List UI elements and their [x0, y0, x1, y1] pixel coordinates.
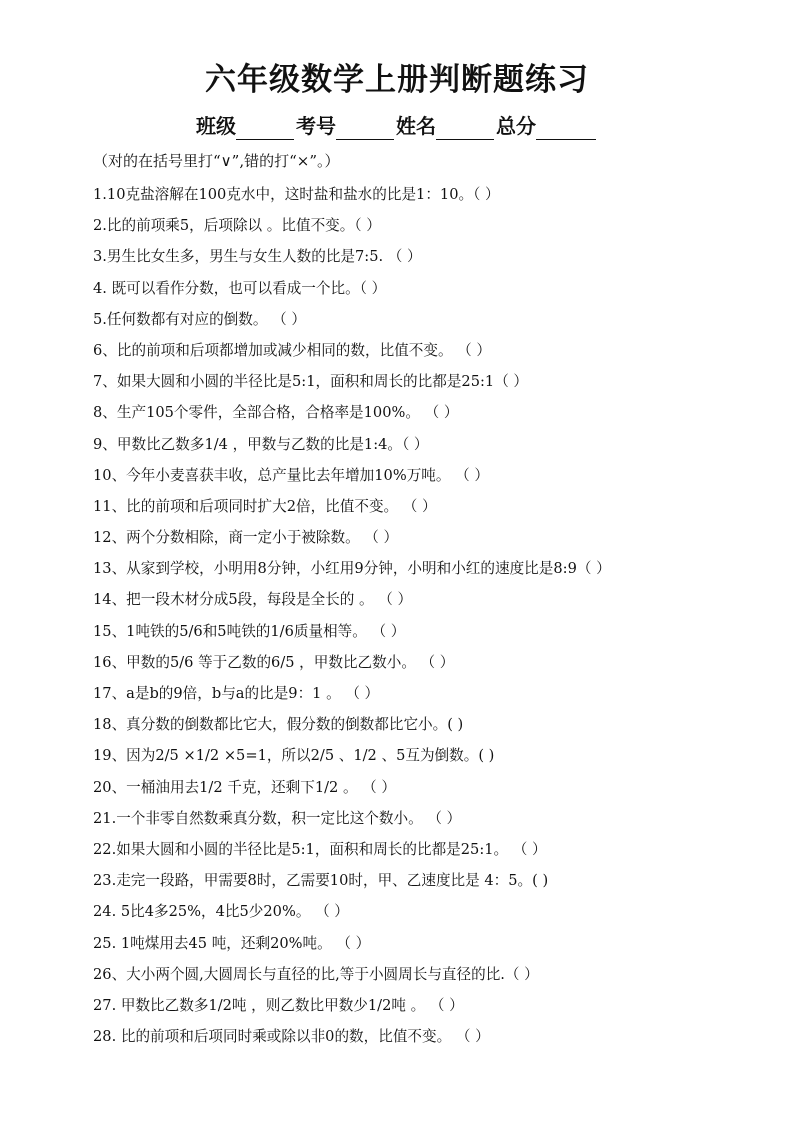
total-score-label: 总分 — [496, 114, 536, 138]
instruction-text: （对的在括号里打“∨”,错的打“×”。） — [93, 152, 340, 170]
question-item: 28. 比的前项和后项同时乘或除以非0的数，比值不变。 （ ） — [93, 1028, 490, 1046]
question-item: 6、比的前项和后项都增加或减少相同的数，比值不变。 （ ） — [93, 341, 492, 359]
question-item: 18、真分数的倒数都比它大，假分数的倒数都比它小。( ) — [93, 716, 464, 734]
question-item: 5.任何数都有对应的倒数。 （ ） — [93, 310, 306, 328]
exam-number-label: 考号 — [296, 114, 336, 138]
question-item: 14、把一段木材分成5段，每段是全长的 。 （ ） — [93, 591, 413, 609]
page-title: 六年级数学上册判断题练习 — [205, 62, 589, 98]
question-item: 9、甲数比乙数多1/4 ，甲数与乙数的比是1:4。（ ） — [93, 435, 429, 453]
class-blank — [236, 117, 294, 140]
exam-number-field — [296, 112, 396, 140]
question-item: 25. 1吨煤用去45 吨，还剩20%吨。 （ ） — [93, 934, 371, 952]
question-item: 13、从家到学校，小明用8分钟，小红用9分钟，小明和小红的速度比是8:9（ ） — [93, 560, 611, 578]
question-item: 7、如果大圆和小圆的半径比是5:1，面积和周长的比都是25:1（ ） — [93, 373, 529, 391]
question-item: 16、甲数的5/6 等于乙数的6/5 ，甲数比乙数小。 （ ） — [93, 653, 455, 671]
question-item: 26、大小两个圆,大圆周长与直径的比,等于小圆周长与直径的比.（ ） — [93, 965, 539, 983]
question-list — [93, 179, 773, 1052]
question-item: 3.男生比女生多，男生与女生人数的比是7:5. （ ） — [93, 248, 422, 266]
exam-number-blank — [336, 117, 394, 140]
question-item: 4. 既可以看作分数，也可以看成一个比。（ ） — [93, 279, 387, 297]
question-item: 19、因为2/5 ×1/2 ×5=1，所以2/5 、1/2 、5互为倒数。( ) — [93, 747, 495, 765]
question-item: 15、1吨铁的5/6和5吨铁的1/6质量相等。 （ ） — [93, 622, 406, 640]
total-score-blank — [536, 117, 596, 140]
class-field — [196, 112, 296, 140]
class-label: 班级 — [196, 114, 236, 138]
question-item: 27. 甲数比乙数多1/2吨 ，则乙数比甲数少1/2吨 。 （ ） — [93, 996, 464, 1014]
question-item: 23.走完一段路，甲需要8时，乙需要10时，甲、乙速度比是 4：5。( ) — [93, 872, 549, 890]
question-item: 11、比的前项和后项同时扩大2倍，比值不变。 （ ） — [93, 497, 437, 515]
question-item: 24. 5比4多25%，4比5少20%。 （ ） — [93, 903, 349, 921]
name-blank — [436, 117, 494, 140]
question-item: 12、两个分数相除，商一定小于被除数。 （ ） — [93, 529, 399, 547]
question-item: 10、今年小麦喜获丰收，总产量比去年增加10%万吨。 （ ） — [93, 466, 489, 484]
question-item: 2.比的前项乘5，后项除以 。比值不变。（ ） — [93, 217, 381, 235]
total-score-field — [496, 112, 598, 140]
question-item: 17、a是b的9倍，b与a的比是9：1 。 （ ） — [93, 685, 380, 702]
question-item: 8、生产105个零件，全部合格，合格率是100%。 （ ） — [93, 404, 459, 422]
student-info-line — [0, 112, 794, 140]
question-item: 22.如果大圆和小圆的半径比是5:1，面积和周长的比都是25:1。 （ ） — [93, 840, 547, 858]
name-field — [396, 112, 496, 140]
name-label: 姓名 — [396, 114, 436, 138]
question-item: 21.一个非零自然数乘真分数，积一定比这个数小。 （ ） — [93, 809, 462, 827]
question-item: 20、一桶油用去1/2 千克，还剩下1/2 。 （ ） — [93, 778, 397, 796]
question-item: 1.10克盐溶解在100克水中，这时盐和盐水的比是1：10。（ ） — [93, 186, 500, 203]
